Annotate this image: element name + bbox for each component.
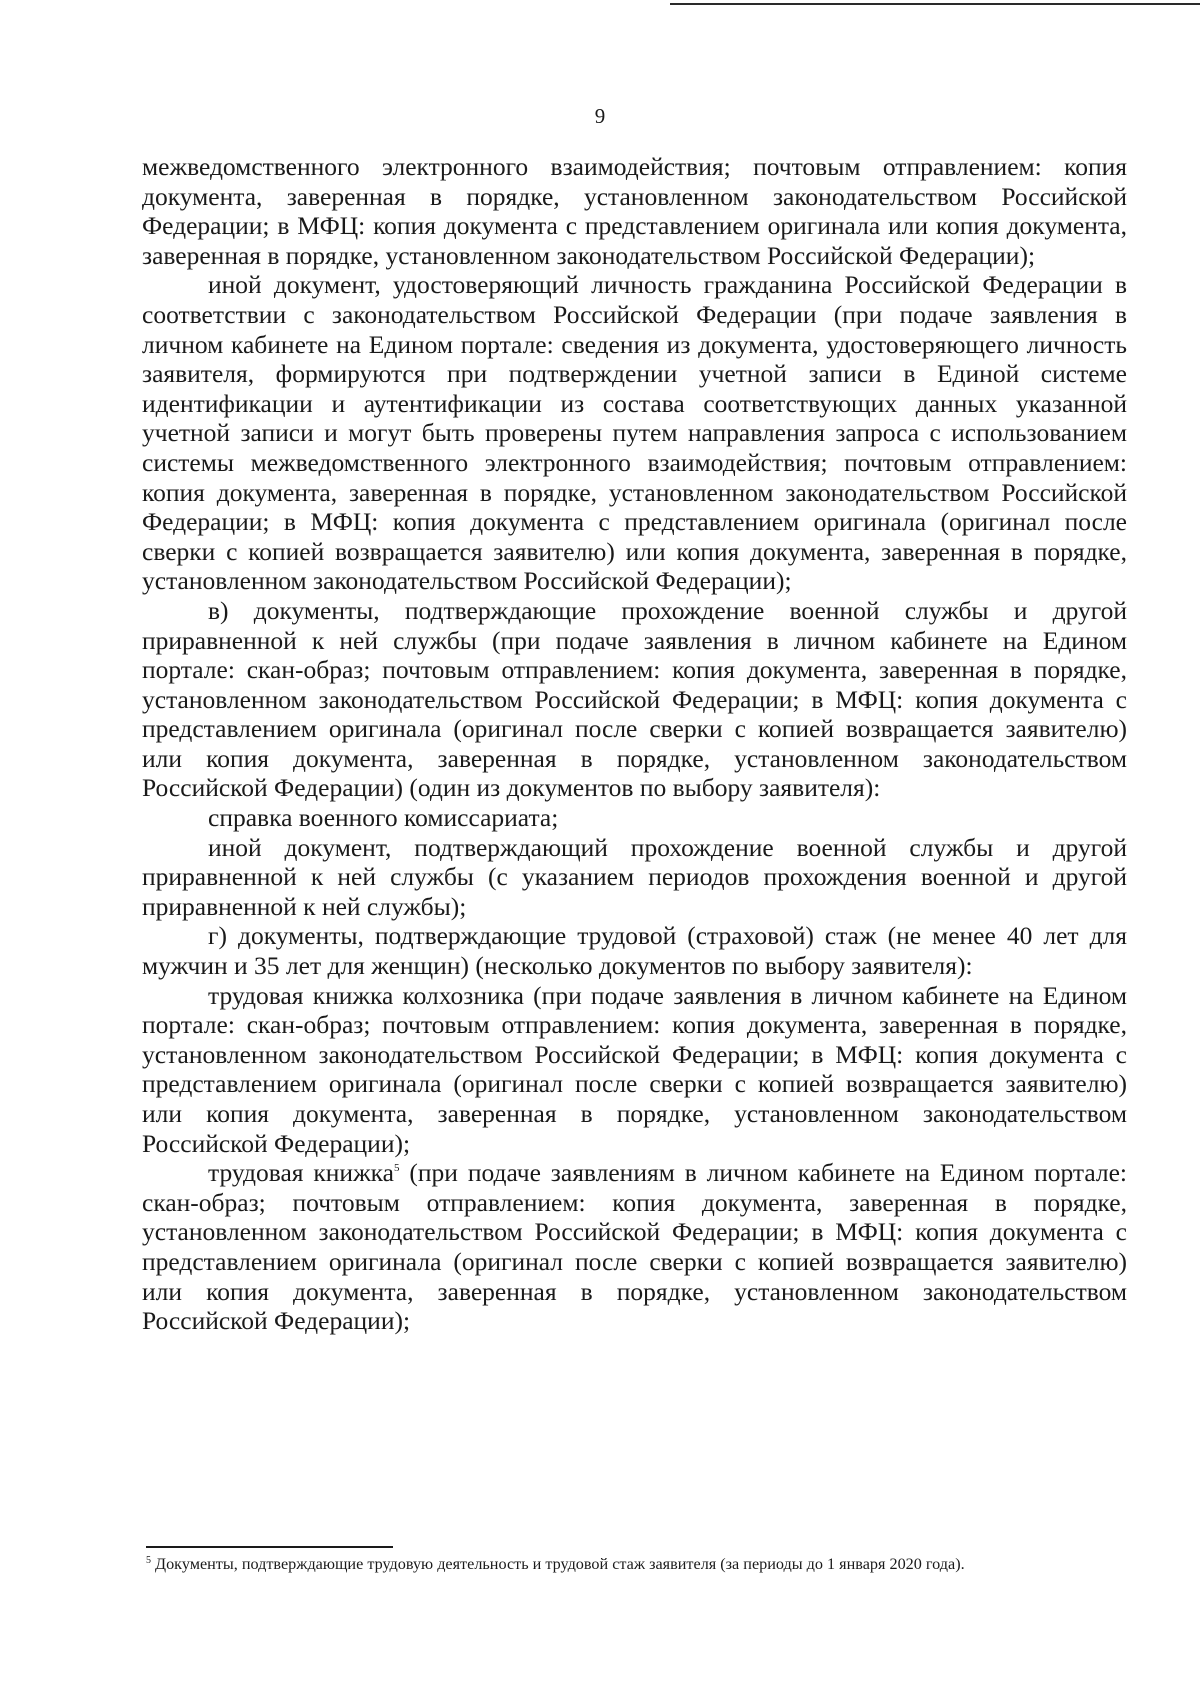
paragraph-item-v-military-service: в) документы, подтверждающие прохождение военной службы и другой приравненной к ней службы (при подаче заявления в личном кабинете на Едином портале: скан-образ; почтовым отправлением: копия документа, заверенная в порядке, установленном законодательством Российской Федерации; в МФЦ: копия документа с представлением оригинала (оригинал после сверки с копией возвращается заявителю) или копия документа, заверенная в порядке, установленном законодательством Российской Федерации) (один из документов по выбору заявителя): (142, 595, 1127, 803)
paragraph-collective-farmer-workbook: трудовая книжка колхозника (при подаче заявления в личном кабинете на Едином портале: скан-образ; почтовым отправлением: копия документа, заверенная в порядке, установленном законодательством Российской Федерации; в МФЦ: копия документа с представлением оригинала (оригинал после сверки с копией возвращается заявителю) или копия документа, заверенная в порядке, установленном законодательством Российской Федерации); (142, 980, 1127, 1158)
page-number: 9 (594, 104, 606, 128)
workbook-lead: трудовая книжка (208, 1158, 395, 1188)
paragraph-other-military-document: иной документ, подтверждающий прохождение военной службы и другой приравненной к ней службы (с указанием периодов прохождения военной и другой приравненной к ней службы); (142, 832, 1127, 921)
footnote-text: Документы, подтверждающие трудовую деятельность и трудовой стаж заявителя (за периоды до 1 января 2020 года). (151, 1555, 965, 1573)
paragraph-other-identity-document: иной документ, удостоверяющий личность гражданина Российской Федерации в соответствии с законодательством Российской Федерации (при подаче заявления в личном кабинете на Едином портале: сведения из документа, удостоверяющего личность заявителя, формируются при подтверждении учетной записи в Единой системе идентификации и аутентификации из состава соответствующих данных указанной учетной записи и могут быть проверены путем направления запроса с использованием системы межведомственного электронного взаимодействия; почтовым отправлением: копия документа, заверенная в порядке, установленном законодательством Российской Федерации; в МФЦ: копия документа с представлением оригинала (оригинал после сверки с копией возвращается заявителю) или копия документа, заверенная в порядке, установленном законодательством Российской Федерации); (142, 270, 1127, 596)
footnote-reference[interactable]: 5 (394, 1162, 400, 1175)
paragraph-workbook (142, 1158, 1127, 1336)
paragraph-item-g-work-experience: г) документы, подтверждающие трудовой (страховой) стаж (не менее 40 лет для мужчин и 35 лет для женщин) (несколько документов по выбору заявителя): (142, 921, 1127, 981)
paragraph-continuation: межведомственного электронного взаимодействия; почтовым отправлением: копия документа, заверенная в порядке, установленном законодательством Российской Федерации; в МФЦ: копия документа с представлением оригинала или копия документа, заверенная в порядке, установленном законодательством Российской Федерации); (142, 152, 1127, 270)
footnote-separator (146, 1546, 393, 1548)
footnote-marker: 5 (146, 1555, 151, 1566)
paragraph-military-commissariat-certificate: справка военного комиссариата; (208, 803, 559, 833)
document-body (142, 152, 1127, 1336)
footnote (146, 1553, 1146, 1575)
workbook-text: (при подаче заявлениям в личном кабинете на Едином портале: скан-образ; почтовым отправлением: копия документа, заверенная в порядке, установленном законодательством Российской Федерации; в МФЦ: копия документа с представлением оригинала (оригинал после сверки с копией возвращается заявителю) или копия документа, заверенная в порядке, установленном законодательством Российской Федерации); (142, 1158, 1128, 1336)
scan-edge-line (670, 3, 1200, 5)
